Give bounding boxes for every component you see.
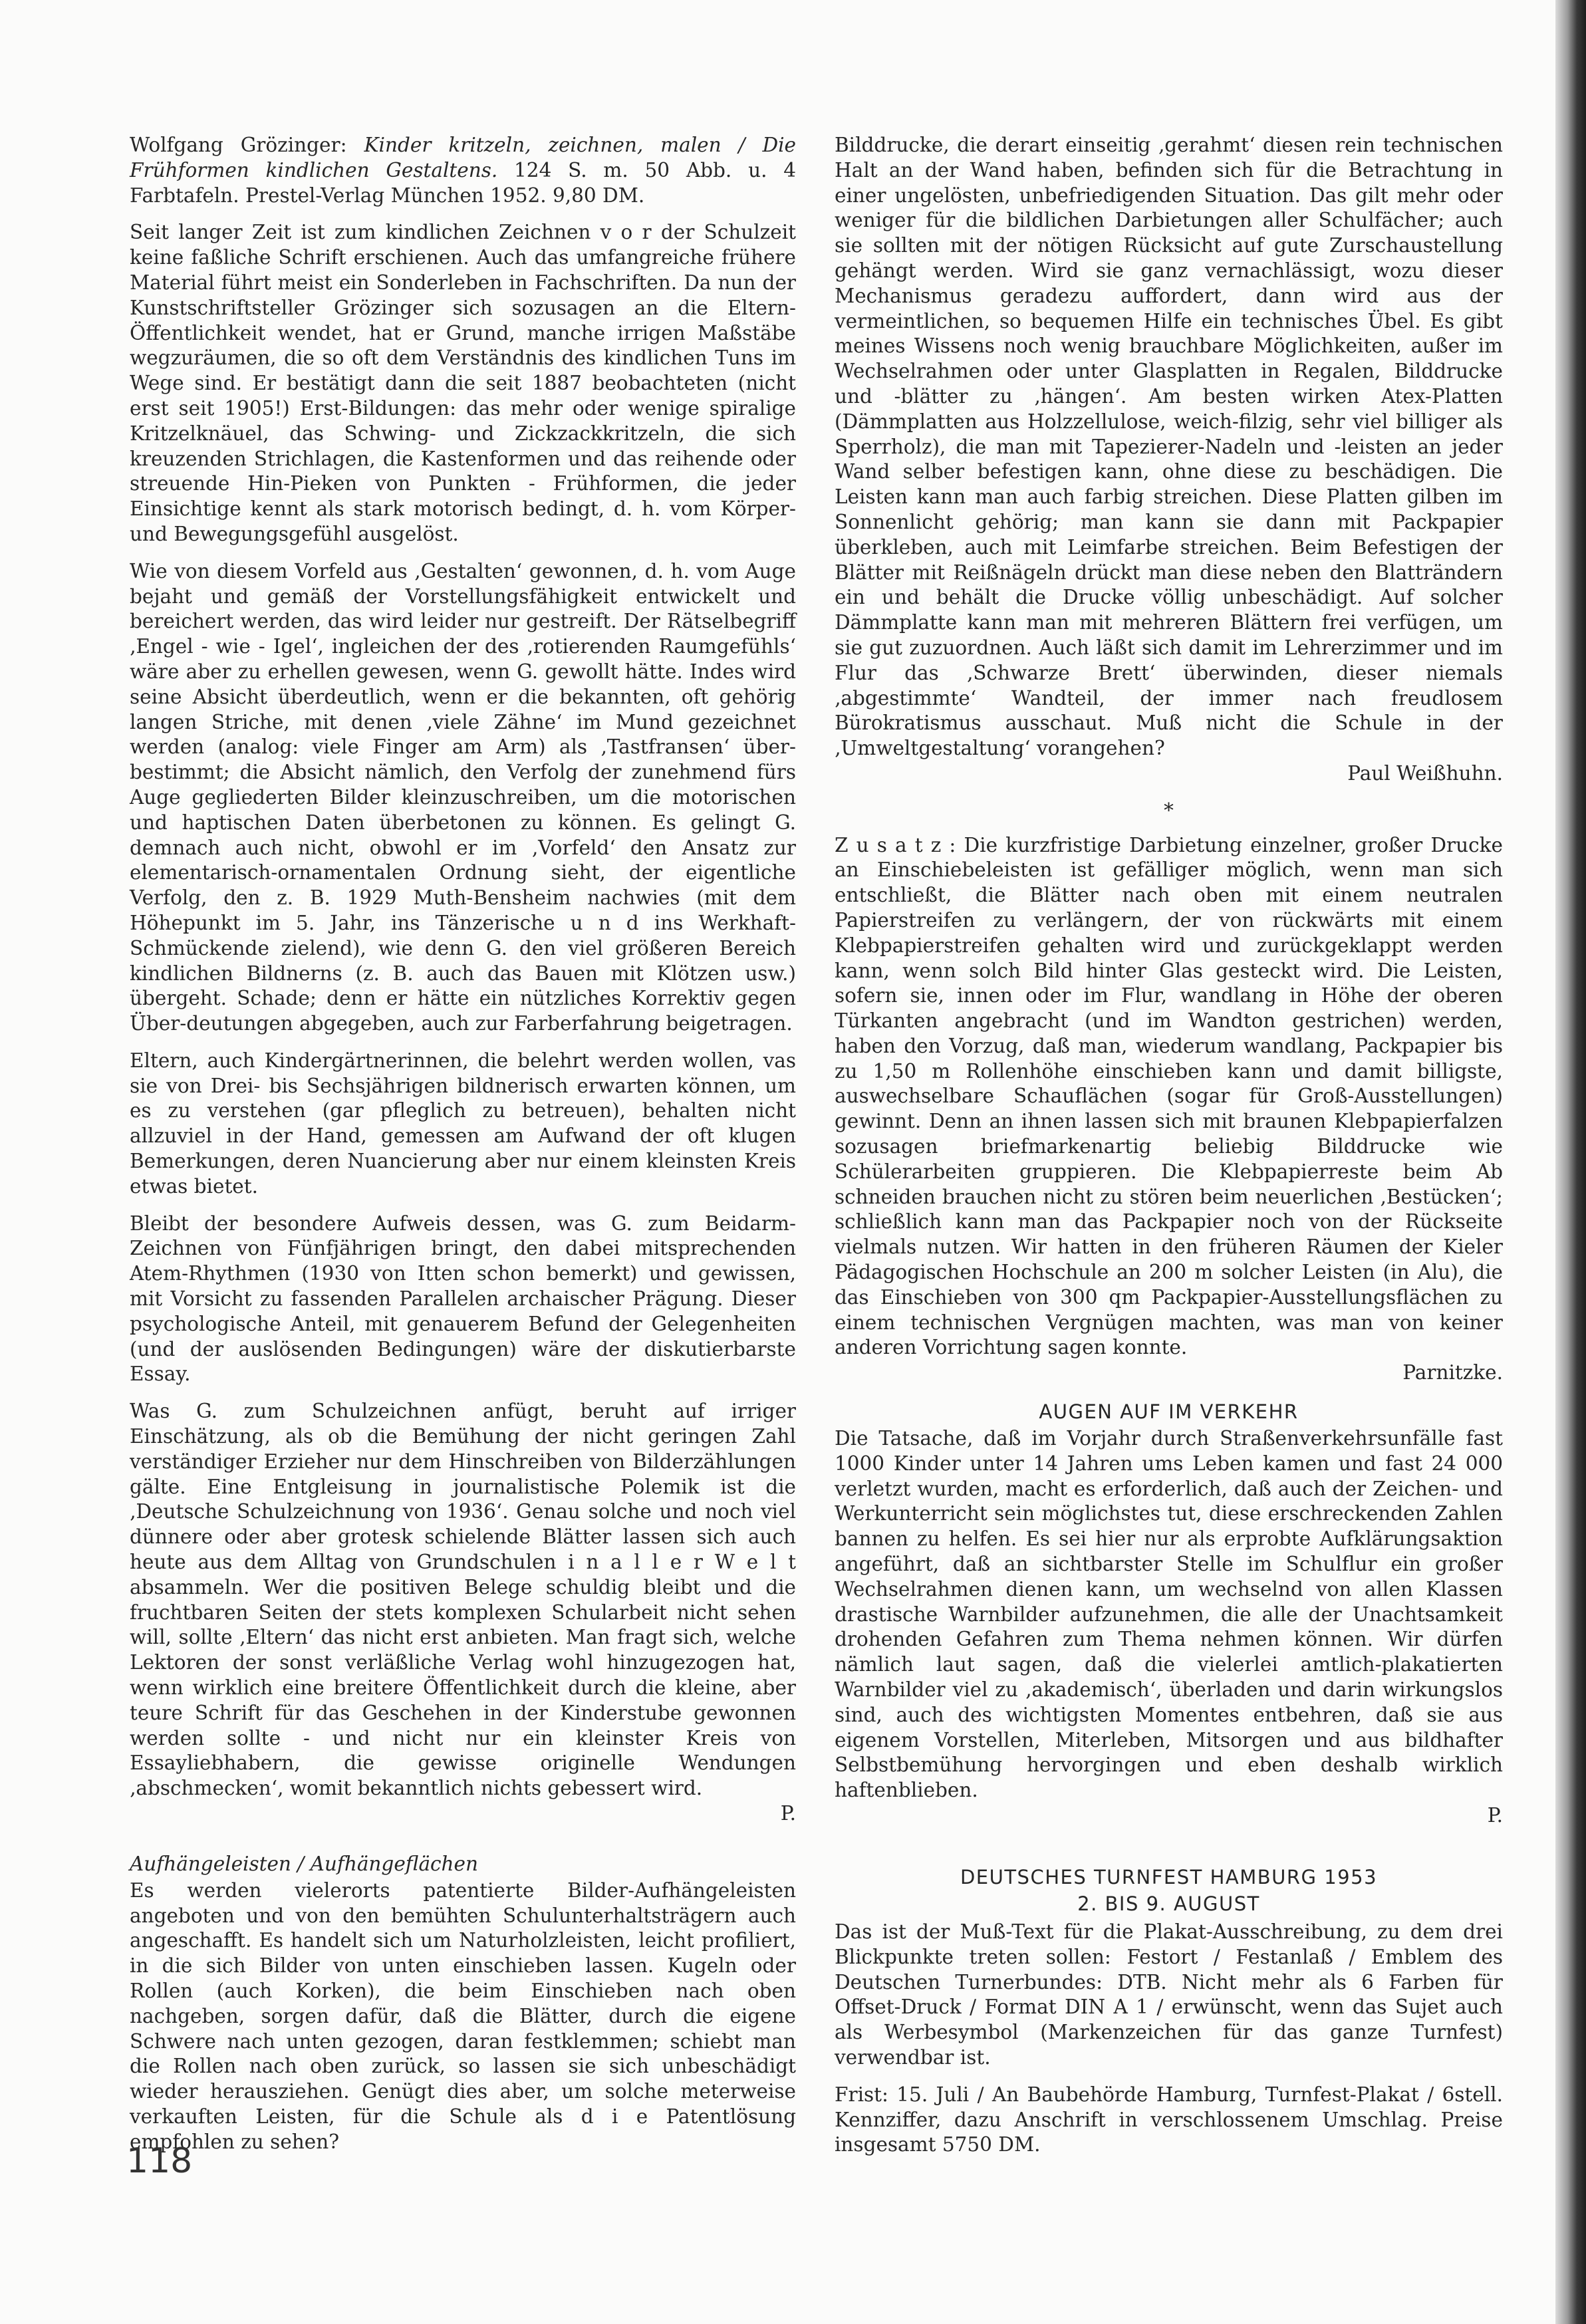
review-paragraph: Eltern, auch Kindergärtnerinnen, die belehrt werden wollen, vas sie von Drei- bis Sechsjährigen bildnerisch erwarten können, um es zu verstehen (gar pfleglich zu betreuen), behalten nicht allzuviel in der Hand, gemessen am Aufwand der oft klugen Bemerkungen, deren Nuancierung aber nur einem kleinsten Kreis etwas bietet. (130, 1049, 796, 1198)
review-citation (130, 133, 796, 208)
aufhaengeleisten-section (130, 1852, 796, 2167)
review-paragraph: Seit langer Zeit ist zum kindlichen Zeichnen v o r der Schulzeit keine faßliche Schrift erschienen. Auch das umfangreiche frühere Material führt meist ein Sonderleben in Fachschriften. Da nun der Kunstschriftsteller Grözinger sich sozusagen an die Eltern-Öffentlichkeit wendet, hat er Grund, manche irrigen Maßstäbe wegzuräumen, die so oft dem Verständnis des kindlichen Tuns im Wege sind. Er bestätigt dann die seit 1887 beobachteten (nicht erst seit 1905!) Erst-Bildungen: das mehr oder wenige spiralige Kritzelknäuel, das Schwing- und Zickzackkritzeln, die sich kreuzenden Strichlagen, die Kastenformen und das reihende oder streuende Hin-Pieken von Punkten - Frühformen, die jeder Einsichtige kennt als stark motorisch bedingt, d. h. vom Körper- und Bewegungsgefühl ausgelöst. (130, 221, 796, 545)
page-edge-shadow (1555, 0, 1586, 2324)
review-signature: P. (780, 1802, 796, 1825)
review-paragraph-text: Was G. zum Schulzeichnen anfügt, beruht auf irriger Einschätzung, als ob die Bemühung der nicht geringen Zahl verständiger Erzieher nur dem Hinschreiben von Bilderzählungen gälte. Eine Entgleisung in journalistische Polemik ist die ‚Deutsche Schulzeichnung von 1936‘. Genau solche und noch viel dünnere oder aber grotesk schielende Blätter lassen sich auch heute aus dem Alltag von Grundschulen i n a l l e r W e l t absammeln. Wer die positiven Belege schuldig bleibt und die fruchtbaren Seiten der stets komplexen Schularbeit nicht sehen will, sollte ‚Eltern‘ das nicht erst anbieten. Man fragt sich, welche Lektoren der sonst verläßliche Verlag wohl hinzugezogen hat, wenn wirklich eine breitere Öffentlichkeit durch die kleine, aber teure Schrift für das Geschehen in der Kinderstube gewonnen werden sollte - und nicht nur ein kleinster Kreis von Essayliebhabern, die gewisse originelle Wendungen ‚abschmecken‘, womit bekanntlich nichts gebessert wird. (130, 1400, 796, 1800)
zusatz-paragraph (835, 833, 1503, 1386)
aufhaenge-heading: Aufhängeleisten / Aufhängeflächen (130, 1853, 479, 1875)
review-book-title: Kinder kritzeln, zeichnen, malen / Die Frühformen kindlichen Gestaltens. (130, 134, 796, 182)
review-paragraph: Bleibt der besondere Aufweis dessen, was G. zum Beidarm-Zeichnen von Fünfjährigen bringt, den dabei mitsprechenden Atem-Rhythmen (1930 von Itten schon bemerkt) und gewissen, mit Vorsicht zu fassenden Parallelen archaischer Prägung. Dieser psychologische Anteil, mit genauerem Befund der Gelegenheiten (und der auslösenden Bedingungen) wäre der diskutierbarste Essay. (130, 1212, 796, 1386)
turnfest-heading: DEUTSCHES TURNFEST HAMBURG 1953 (960, 1866, 1378, 1888)
bilder-paragraph (835, 133, 1503, 787)
section-separator-star: * (1164, 799, 1174, 822)
review-paragraph: Wie von diesem Vorfeld aus ‚Gestalten‘ gewonnen, d. h. vom Auge bejaht und gemäß der Vorstellungsfähigkeit entwickelt und bereichert werden, das wird leider nur gestreift. Der Rätselbegriff ‚Engel - wie - Igel‘, ingleichen der des ‚rotierenden Raumgefühls‘ wäre aber zu erhellen gewesen, wenn G. gewollt hätte. Indes wird seine Absicht überdeutlich, wenn er die bekannten, oft gehörig langen Striche, mit denen ‚viele Zähne‘ im Mund gezeichnet werden (analog: viele Finger am Arm) als ‚Tastfransen‘ über-bestimmt; die Absicht nämlich, den Verfolg der zunehmend fürs Auge gegliederten Bilder kleinzuschreiben, um die motorischen und haptischen Daten überbetonen zu können. Es gelingt G. demnach auch nicht, obwohl er im ‚Vorfeld‘ den Ansatz zur elementarisch-ornamentalen Ordnung sieht, der eigentliche Verfolg, den z. B. 1929 Muth-Bensheim nachwies (mit dem Höhepunkt im 5. Jahr, ins Tänzerische u n d ins Werkhaft-Schmückende zielend), wie denn G. den viel größeren Bereich kindlichen Bildnerns (z. B. auch das Bauen mit Klötzen usw.) übergeht. Schade; denn er hätte ein nützliches Korrektiv gegen Über-deutungen abgegeben, auch zur Farberfahrung beigetragen. (130, 559, 796, 1035)
bilder-text: Bilddrucke, die derart einseitig ‚gerahmt‘ diesen rein technischen Halt an der Wand haben, befinden sich für die Betrachtung in einer ungelösten, unbefriedigenden Situation. Das gilt mehr oder weniger für die bildlichen Darbietungen aller Schulfächer; auch sie sollten mit der nötigen Rücksicht auf gute Zurschaustellung gehängt werden. Wird sie ganz vernachlässigt, wozu dieser Mechanismus geradezu auffordert, dann wird aus der vermeintlichen, so bequemen Hilfe ein technisches Übel. Es gibt meines Wissens noch wenig brauchbare Möglichkeiten, außer im Wechselrahmen oder unter Glasplatten in Regalen, Bilddrucke und -blätter zu ‚hängen‘. Am besten wirken Atex-Platten (Dämmplatten aus Holzzellulose, weich-filzig, sehr viel billiger als Sperrholz), die man mit Tapezierer-Nadeln und -leisten an jeder Wand selber befestigen kann, ohne diese zu beschädigen. Die Leisten kann man auch farbig streichen. Diese Platten gilben im Sonnenlicht gehörig; man kann sie dann mit Packpapier überkleben, auch mit Leimfarbe streichen. Beim Befestigen der Blätter mit Reißnägeln drückt man diese neben den Blatträndern ein und behält die Drucke völlig unbeschädigt. Auf solcher Dämmplatte kann man mit mehreren Blättern frei verfügen, um sie gut zuzuordnen. Auch läßt sich damit im Lehrerzimmer und im Flur das ‚Schwarze Brett‘ überwinden, dieser niemals ‚abgestimmte‘ Wandteil, der immer nach freudlosem Bürokratismus ausschaut. Muß nicht die Schule in der ‚Umweltgestaltung‘ vorangehen? (835, 134, 1503, 760)
verkehr-text: Die Tatsache, daß im Vorjahr durch Straßenverkehrsunfälle fast 1000 Kinder unter 14 Jahren ums Leben kamen und fast 24 000 verletzt wurden, macht es erforderlich, daß auch der Zeichen- und Werkunterricht sein möglichstes tut, diese erschreckenden Zahlen bannen zu helfen. Es sei hier nur als erprobte Aufklärungsaktion angeführt, daß an sichtbarster Stelle im Schulflur ein großer Wechselrahmen dienen kann, um wechselnd von allen Klassen drastische Warnbilder aufzunehmen, die alle der Unachtsamkeit drohenden Gefahren zum Thema nehmen können. Wir dürfen nämlich laut sagen, daß die vielerlei amtlich-plakatierten Warnbilder viel zu ‚akademisch‘, überladen und darin wirkungslos sind, auch des wichtigsten Momentes entbehren, daß sie aus eigenem Vorstellen, Miterleben, Mitsorgen und aus bildhafter Selbstbemühung hervorgingen und eben deshalb wirklich haftenblieben. (835, 1427, 1503, 1802)
page-number: 118 (126, 2141, 193, 2181)
review-publication-info: 124 S. m. 50 Abb. u. 4 Farbtafeln. Prestel-Verlag München 1952. 9,80 DM. (130, 158, 796, 207)
verkehr-signature: P. (1487, 1803, 1503, 1827)
turnfest-deadline: Frist: 15. Juli / An Baubehörde Hamburg, Turnfest-Plakat / 6stell. Kennziffer, dazu Anschrift in verschlossenem Umschlag. Preise insgesamt 5750 DM. (835, 2083, 1503, 2156)
zusatz-label: Z u s a t z : (835, 833, 956, 856)
verkehr-paragraph (835, 1426, 1503, 1829)
verkehr-heading: AUGEN AUF IM VERKEHR (1039, 1400, 1299, 1423)
zusatz-signature: Parnitzke. (1402, 1361, 1503, 1384)
review-author: Wolfgang Grözinger: (130, 134, 347, 156)
review-paragraph (130, 1399, 796, 1827)
turnfest-paragraph: Das ist der Muß-Text für die Plakat-Ausschreibung, zu dem drei Blickpunkte treten sollen: Festort / Festanlaß / Emblem des Deutschen Turnerbundes: DTB. Nicht mehr als 6 Farben für Offset-Druck / Format DIN A 1 / erwünscht, wenn das Sujet auch als Werbesymbol (Markenzeichen für das ganze Turnfest) verwendbar ist. (835, 1920, 1503, 2069)
bilder-signature: Paul Weißhuhn. (1347, 761, 1503, 785)
verkehr-section (835, 1400, 1503, 1841)
zusatz-text: Die kurzfristige Darbietung einzelner, großer Drucke an Einschiebeleisten ist gefälliger möglich, wenn man sich entschließt, die Blätter nach oben mit einem neutralen Papierstreifen zu verlängern, der von rückwärts mit einem Klebpapierstreifen gehalten wird und zurückgeklappt werden kann, wenn solch Bild hinter Glas gesteckt wird. Die Leisten, sofern sie, innen oder im Flur, wandlang in Höhe der oberen Türkanten angebracht (und im Wandton gestrichen) werden, haben den Vorzug, daß man, wiederum wandlang, Packpapier bis zu 1,50 m Rollenhöhe einschieben kann und damit billigste, auswechselbare Schauflächen (sogar für Groß-Ausstellungen) gewinnt. Denn an ihnen lassen sich mit braunen Klebpapierfalzen sozusagen briefmarkenartig beliebig Bilddrucke wie Schülerarbeiten gruppieren. Die Klebpapierreste beim Ab schneiden brauchen nicht zu stören beim neuerlichen ‚Bestücken‘; schließlich kann man das Packpapier noch von der Rückseite vielmals nutzen. Wir hatten in den früheren Räumen der Kieler Pädagogischen Hochschule an 200 m solcher Leisten (in Alu), die das Einschieben von 300 qm Packpapier-Ausstellungsflächen zu einem technischen Vergnügen machten, was man von keiner anderen Vorrichtung sagen konnte. (835, 833, 1503, 1359)
bilddrucke-column (835, 133, 1503, 1398)
turnfest-section (835, 1865, 1503, 2170)
aufhaenge-paragraph: Es werden vielerorts patentierte Bilder-Aufhängeleisten angeboten und von den bemühten Schulunterhaltsträgern auch angeschafft. Es handelt sich um Naturholzleisten, leicht profiliert, in die sich Bilder von unten einschieben lassen. Kugeln oder Rollen (auch Korken), die beim Einschieben nach oben nachgeben, sorgen dafür, daß die Blätter, durch die eigene Schwere nach unten gezogen, daran festklemmen; schiebt man die Rollen nach oben zurück, so lassen sie sich unbeschädigt wieder herausziehen. Genügt dies aber, um solche meterweise verkauften Leisten, für die Schule als d i e Patentlösung empfohlen zu sehen? (130, 1878, 796, 2153)
book-review-column (130, 133, 796, 1839)
turnfest-dates: 2. BIS 9. AUGUST (1077, 1892, 1260, 1915)
